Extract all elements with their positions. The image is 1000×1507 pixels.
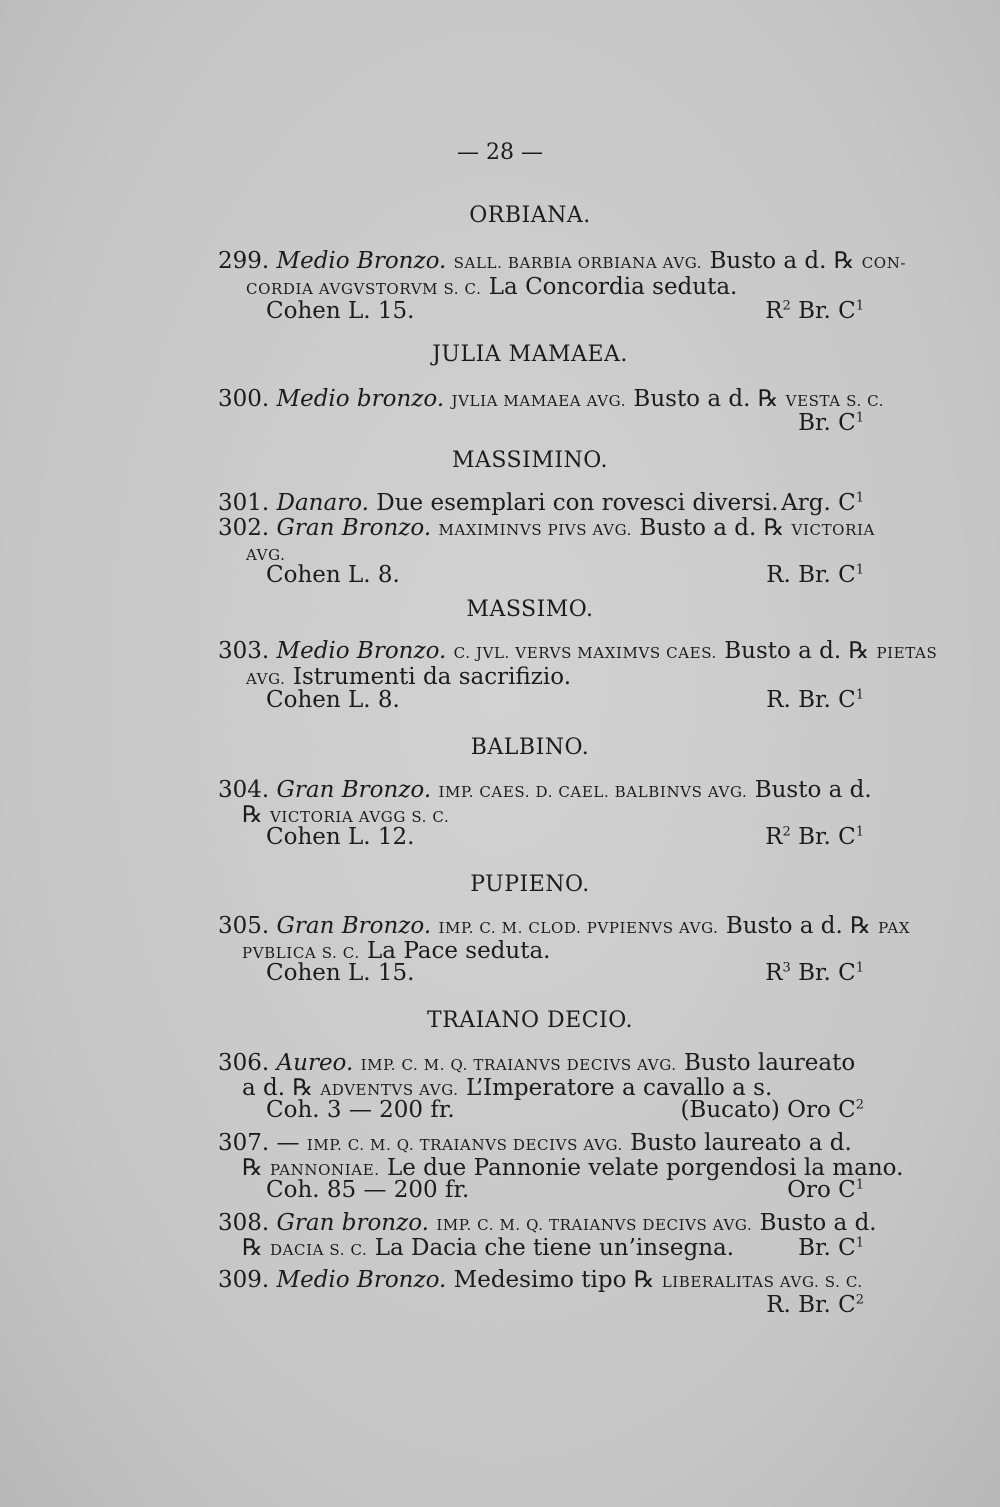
rarity-metal: R. Br. $C^1$ [766,687,864,713]
description: Busto a d. ℞ [633,386,779,412]
cohen-reference: Cohen L. 8. [266,687,400,713]
legend-obverse: IMP. C. M. Q. TRAIANVS DECIVS AVG. [436,1216,753,1234]
legend-reverse: PIETAS [876,644,938,662]
entry-number: 299. [218,248,270,274]
legend-reverse: VESTA S. C. [785,392,885,410]
rarity-metal: R. Br. $C^2$ [766,1292,864,1318]
rarity-metal: $R^3$ Br. $C^1$ [765,960,864,986]
description-cont: a d. ℞ [242,1075,313,1101]
description: Busto a d. ℞ [709,248,855,274]
rarity-metal: Br. $C^1$ [798,1235,864,1261]
legend-reverse-cont: AVG. [246,670,286,688]
coin-type: Medio Bronzo. [276,248,447,274]
description-reverse: Istrumenti da sacrifizio. [292,664,572,690]
coin-type: Medio Bronzo. [276,638,447,664]
section-heading-balbino: BALBINO. [470,735,590,760]
legend-reverse-cont: CORDIA AVGVSTORVM S. C. [246,280,482,298]
section-heading-julia-mamaea: JULIA MAMAEA. [432,342,628,367]
entry-number: 302. [218,515,270,541]
legend-obverse: IMP. C. M. Q. TRAIANVS DECIVS AVG. [360,1056,677,1074]
rarity-metal: Oro $C^1$ [787,1177,864,1203]
cohen-reference: Cohen L. 15. [266,960,415,986]
coin-type: Medio Bronzo. [276,1267,447,1293]
legend-obverse: IMP. C. M. Q. TRAIANVS DECIVS AVG. [306,1136,623,1154]
entry-number: 303. [218,638,270,664]
description-reverse: Le due Pannonie velate porgendosi la mano. [386,1155,904,1181]
coin-type: Gran Bronzo. [276,777,432,803]
entry-number: 304. [218,777,270,803]
entry-number: 305. [218,913,270,939]
rarity-metal: Arg. $C^1$ [781,490,864,516]
section-heading-traiano-decio: TRAIANO DECIO. [427,1008,633,1033]
coin-type: Danaro. [276,490,369,516]
legend-obverse: C. JVL. VERVS MAXIMVS CAES. [453,644,717,662]
legend-obverse: IMP. CAES. D. CAEL. BALBINVS AVG. [438,783,748,801]
description: Due esemplari con rovesci diversi. [376,490,779,516]
legend-reverse: PANNONIAE. [269,1161,380,1179]
legend-reverse: CON- [861,254,907,272]
reverse-symbol: ℞ [242,802,263,828]
entry-number: 301. [218,490,270,516]
entry-number: 307. [218,1130,270,1156]
coin-type: Medio bronzo. [276,386,445,412]
entry-number: 306. [218,1050,270,1076]
page-number: — 28 — [457,140,543,165]
description-reverse: La Concordia seduta. [488,274,738,300]
cohen-reference: Cohen L. 15. [266,298,415,324]
legend-obverse: SALL. BARBIA ORBIANA AVG. [453,254,703,272]
description-reverse: La Dacia che tiene un’insegna. [374,1235,735,1261]
coin-type: Gran bronzo. [276,1210,429,1236]
legend-reverse: DACIA S. C. [269,1241,368,1259]
description: Busto a d. [759,1210,877,1236]
legend-obverse: MAXIMINVS PIVS AVG. [438,521,632,539]
section-heading-massimo: MASSIMO. [466,597,594,622]
cohen-reference: Coh. 3 — 200 fr. [266,1097,455,1123]
coin-type: Gran Bronzo. [276,515,432,541]
description: Busto a d. ℞ [725,913,871,939]
entry-number: 308. [218,1210,270,1236]
coin-type: Aureo. [276,1050,354,1076]
cohen-reference: Coh. 85 — 200 fr. [266,1177,470,1203]
legend-reverse-cont: PVBLICA S. C. [242,944,360,962]
description-reverse: La Pace seduta. [367,938,551,964]
entry-number: 300. [218,386,270,412]
reverse-symbol: ℞ [242,1155,263,1181]
description: Busto a d. ℞ [724,638,870,664]
legend-reverse-cont: AVG. [246,546,286,564]
description: Busto a d. [754,777,872,803]
ditto-dash: — [276,1130,300,1156]
cohen-reference: Cohen L. 8. [266,562,400,588]
description: Medesimo tipo ℞ [453,1267,655,1293]
rarity-metal: Br. $C^1$ [798,410,864,436]
rarity-metal: R. Br. $C^1$ [766,562,864,588]
legend-reverse: PAX [878,919,911,937]
description: Busto laureato a d. [630,1130,852,1156]
description-reverse: L’Imperatore a cavallo a s. [465,1075,773,1101]
description: Busto laureato [683,1050,856,1076]
entry-number: 309. [218,1267,270,1293]
legend-reverse: LIBERALITAS AVG. S. C. [661,1273,863,1291]
description: Busto a d. ℞ [639,515,785,541]
legend-reverse: VICTORIA [791,521,875,539]
legend-obverse: JVLIA MAMAEA AVG. [451,392,627,410]
section-heading-orbiana: ORBIANA. [469,203,591,228]
section-heading-massimino: MASSIMINO. [451,448,609,473]
legend-reverse: ADVENTVS AVG. [320,1081,459,1099]
coin-type: Gran Bronzo. [276,913,432,939]
cohen-reference: Cohen L. 12. [266,824,415,850]
legend-obverse: IMP. C. M. CLOD. PVPIENVS AVG. [438,919,719,937]
rarity-metal: (Bucato) Oro $C^2$ [680,1097,864,1123]
rarity-metal: $R^2$ Br. $C^1$ [765,298,864,324]
section-heading-pupieno: PUPIENO. [470,872,590,897]
legend-reverse: VICTORIA AVGG S. C. [269,808,450,826]
reverse-symbol: ℞ [242,1235,263,1261]
rarity-metal: $R^2$ Br. $C^1$ [765,824,864,850]
